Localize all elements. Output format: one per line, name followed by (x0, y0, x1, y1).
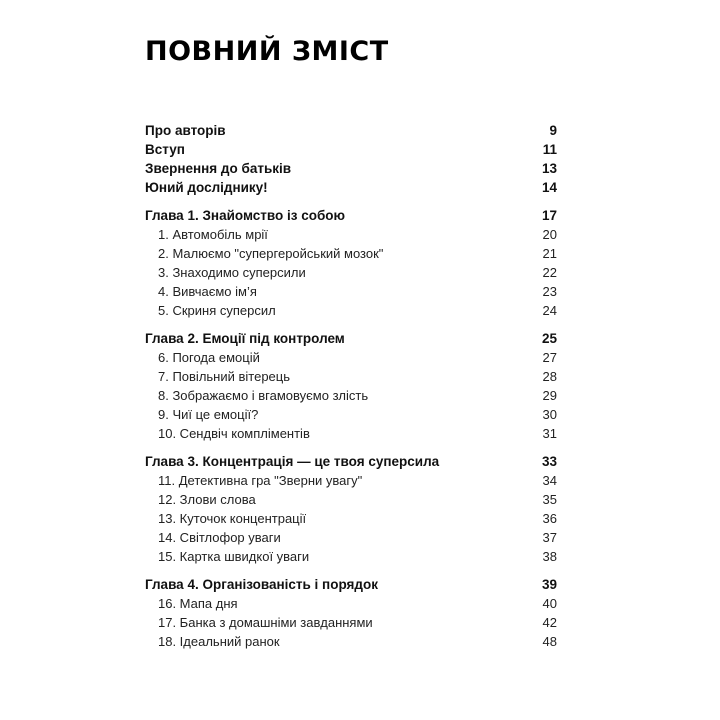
toc-entry-label: 14. Світлофор уваги (158, 530, 281, 545)
toc-entry (145, 282, 557, 301)
toc-entry-label: 11. Детективна гра "Зверни увагу" (158, 473, 363, 488)
toc-entry-page: 38 (542, 549, 557, 564)
toc-chapter-page: 33 (541, 454, 557, 469)
toc-entry-label: 9. Чиї це емоції? (158, 407, 259, 422)
toc-entry (145, 490, 557, 509)
toc-entry-page: 23 (542, 284, 557, 299)
toc-entry (145, 348, 557, 367)
toc-entry-page: 22 (542, 265, 557, 280)
toc-entry-page: 13 (541, 161, 557, 176)
toc-entry-page: 27 (542, 350, 557, 365)
toc-entry-label: Вступ (145, 142, 185, 157)
toc-entry-label: 2. Малюємо "супергеройський мозок" (158, 246, 384, 261)
toc-chapter-page: 39 (541, 577, 557, 592)
toc-entry-page: 24 (542, 303, 557, 318)
toc-chapter (145, 452, 557, 566)
toc-entry (145, 594, 557, 613)
toc-chapter-items (145, 594, 557, 651)
toc-chapter-items (145, 348, 557, 443)
toc-chapter-heading (145, 206, 557, 225)
toc-chapter-items (145, 225, 557, 320)
toc-entry-page: 14 (541, 180, 557, 195)
toc-entry (145, 159, 557, 178)
toc-chapter (145, 206, 557, 320)
toc-chapter (145, 329, 557, 443)
toc-entry-label: 8. Зображаємо і вгамовуємо злість (158, 388, 369, 403)
toc-entry (145, 471, 557, 490)
toc-entry (145, 178, 557, 197)
toc-entry-label: 17. Банка з домашніми завданнями (158, 615, 373, 630)
page-title: ПОВНИЙ ЗМІСТ (145, 36, 389, 67)
table-of-contents (145, 121, 557, 651)
toc-chapter-heading (145, 575, 557, 594)
toc-entry (145, 613, 557, 632)
toc-entry (145, 509, 557, 528)
toc-entry-page: 28 (542, 369, 557, 384)
toc-entry-page: 31 (542, 426, 557, 441)
toc-chapter (145, 575, 557, 651)
toc-chapter-title: Глава 2. Емоції під контролем (145, 331, 345, 346)
toc-entry-page: 40 (542, 596, 557, 611)
toc-entry (145, 244, 557, 263)
toc-entry (145, 225, 557, 244)
toc-entry-page: 36 (542, 511, 557, 526)
toc-entry (145, 367, 557, 386)
toc-chapter-heading (145, 329, 557, 348)
toc-entry-page: 48 (542, 634, 557, 649)
toc-entry (145, 547, 557, 566)
toc-entry-label: 7. Повільний вітерець (158, 369, 291, 384)
toc-entry-page: 34 (542, 473, 557, 488)
toc-entry-page: 30 (542, 407, 557, 422)
toc-entry-page: 37 (542, 530, 557, 545)
toc-entry (145, 301, 557, 320)
toc-entry (145, 386, 557, 405)
toc-chapter-title: Глава 3. Концентрація — це твоя суперсила (145, 454, 440, 469)
toc-entry-label: 12. Злови слова (158, 492, 256, 507)
toc-entry-label: 1. Автомобіль мрії (158, 227, 268, 242)
toc-entry (145, 405, 557, 424)
toc-entry-label: Юний досліднику! (145, 180, 268, 195)
toc-entry (145, 121, 557, 140)
toc-entry (145, 632, 557, 651)
toc-entry-label: 15. Картка швидкої уваги (158, 549, 310, 564)
toc-chapter-title: Глава 4. Організованість і порядок (145, 577, 378, 592)
toc-entry-page: 35 (542, 492, 557, 507)
toc-entry-page: 29 (542, 388, 557, 403)
toc-entry-page: 42 (542, 615, 557, 630)
toc-entry-label: 10. Сендвіч компліментів (158, 426, 310, 441)
toc-entry-label: 13. Куточок концентрації (158, 511, 307, 526)
toc-entry-page: 20 (542, 227, 557, 242)
toc-entry-label: 18. Ідеальний ранок (158, 634, 280, 649)
toc-entry-label: 5. Скриня суперсил (158, 303, 276, 318)
toc-entry-label: 3. Знаходимо суперсили (158, 265, 306, 280)
toc-entry (145, 263, 557, 282)
toc-chapter-heading (145, 452, 557, 471)
toc-chapter-items (145, 471, 557, 566)
toc-chapter-page: 25 (541, 331, 557, 346)
toc-entry-label: 6. Погода емоцій (158, 350, 260, 365)
toc-entry-label: Про авторів (145, 123, 226, 138)
toc-entry-page: 9 (549, 123, 557, 138)
toc-entry (145, 140, 557, 159)
toc-entry-page: 21 (542, 246, 557, 261)
toc-front-matter (145, 121, 557, 197)
toc-chapter-page: 17 (541, 208, 557, 223)
toc-entry-label: Звернення до батьків (145, 161, 292, 176)
toc-chapter-title: Глава 1. Знайомство із собою (145, 208, 346, 223)
toc-entry-label: 4. Вивчаємо ім’я (158, 284, 257, 299)
toc-entry-label: 16. Мапа дня (158, 596, 238, 611)
toc-entry (145, 528, 557, 547)
toc-entry (145, 424, 557, 443)
toc-entry-page: 11 (542, 142, 557, 157)
